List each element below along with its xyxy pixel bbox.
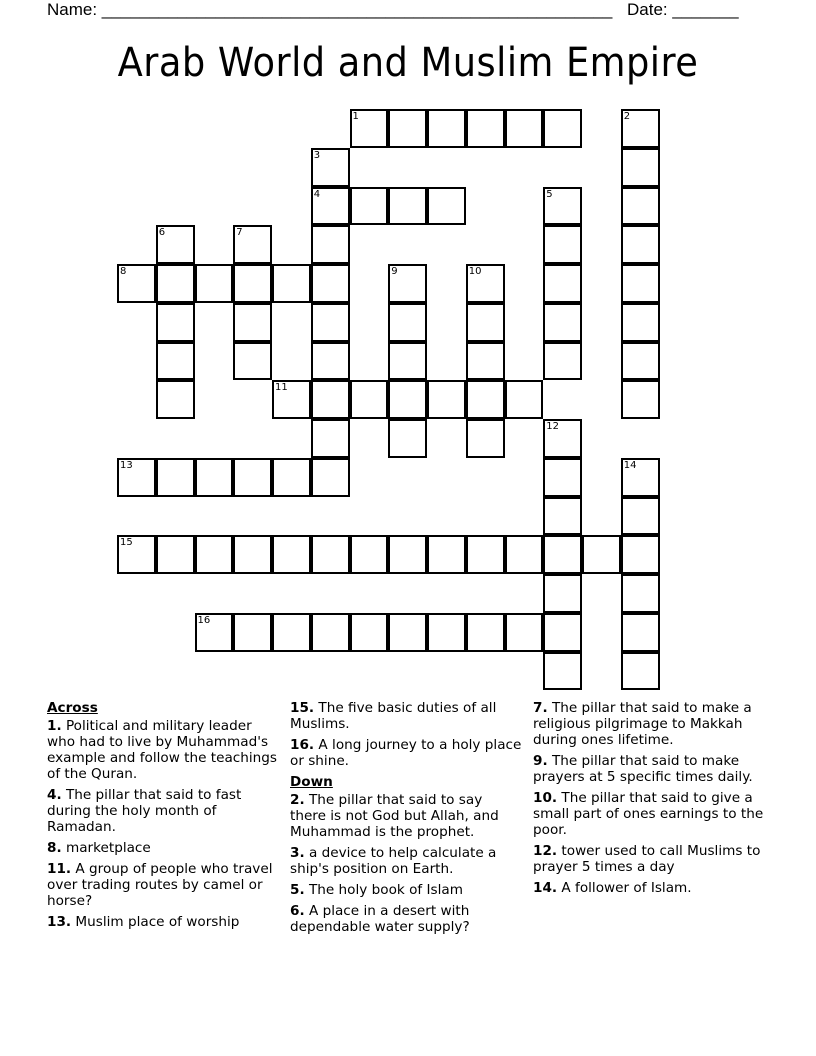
clue-number: 16. bbox=[290, 737, 315, 753]
clue-number: 16 bbox=[197, 614, 211, 626]
grid-cell[interactable] bbox=[427, 613, 466, 652]
clue-text: The five basic duties of all Muslims. bbox=[290, 700, 497, 732]
clue-number: 4. bbox=[47, 787, 62, 803]
clue-number: 2. bbox=[290, 792, 305, 808]
grid-cell[interactable] bbox=[388, 342, 427, 381]
grid-cell[interactable] bbox=[466, 264, 505, 303]
down-clue bbox=[533, 843, 768, 875]
clue-number: 3. bbox=[290, 845, 305, 861]
grid-cell[interactable] bbox=[350, 613, 389, 652]
clue-number: 9. bbox=[533, 753, 548, 769]
grid-cell[interactable] bbox=[233, 264, 272, 303]
across-clue bbox=[47, 840, 279, 856]
grid-cell[interactable] bbox=[350, 109, 389, 148]
grid-cell[interactable] bbox=[388, 380, 427, 419]
clue-text: A group of people who travel over trading routes by camel or horse? bbox=[47, 861, 273, 909]
grid-cell[interactable] bbox=[117, 535, 156, 574]
grid-cell[interactable] bbox=[543, 497, 582, 536]
grid-cell[interactable] bbox=[427, 187, 466, 226]
clue-number: 12. bbox=[533, 843, 558, 859]
grid-cell[interactable] bbox=[466, 613, 505, 652]
grid-cell[interactable] bbox=[350, 187, 389, 226]
clue-text: tower used to call Muslims to prayer 5 times a day bbox=[533, 843, 761, 875]
grid-cell[interactable] bbox=[117, 458, 156, 497]
down-clue bbox=[290, 882, 522, 898]
clues-column-1 bbox=[47, 700, 279, 935]
grid-cell[interactable] bbox=[311, 419, 350, 458]
grid-cell[interactable] bbox=[195, 535, 234, 574]
clue-number: 6. bbox=[290, 903, 305, 919]
clue-number: 11 bbox=[275, 382, 288, 394]
clue-text: A follower of Islam. bbox=[561, 880, 692, 896]
grid-cell[interactable] bbox=[156, 264, 195, 303]
date-field[interactable]: Date: _______ bbox=[627, 0, 739, 19]
clue-number: 10. bbox=[533, 790, 558, 806]
clue-number: 2 bbox=[623, 111, 631, 122]
grid-cell[interactable] bbox=[543, 342, 582, 381]
across-clue bbox=[47, 787, 279, 835]
grid-cell[interactable] bbox=[117, 264, 156, 303]
clue-number: 11. bbox=[47, 861, 72, 877]
down-clue bbox=[533, 700, 768, 748]
clue-text: Political and military leader who had to live by Muhammad's example and follow the teachings of the Quran. bbox=[47, 718, 277, 782]
grid-cell[interactable] bbox=[311, 148, 350, 187]
grid-cell[interactable] bbox=[543, 458, 582, 497]
grid-cell[interactable] bbox=[156, 303, 195, 342]
grid-cell[interactable] bbox=[311, 264, 350, 303]
down-clue bbox=[533, 790, 768, 838]
grid-cell[interactable] bbox=[311, 303, 350, 342]
clue-number: 8. bbox=[47, 840, 62, 856]
clue-number: 3 bbox=[313, 149, 321, 161]
grid-cell[interactable] bbox=[543, 535, 582, 574]
grid-cell[interactable] bbox=[505, 109, 544, 148]
down-clue bbox=[533, 753, 768, 785]
grid-cell[interactable] bbox=[543, 303, 582, 342]
clue-text: Muslim place of worship bbox=[75, 914, 240, 930]
grid-cell[interactable] bbox=[311, 458, 350, 497]
grid-cell[interactable] bbox=[233, 225, 272, 264]
clue-text: a device to help calculate a ship's position on Earth. bbox=[290, 845, 497, 877]
clue-number: 13 bbox=[120, 459, 133, 471]
down-clue bbox=[290, 845, 522, 877]
grid-cell[interactable] bbox=[543, 264, 582, 303]
clues-column-3 bbox=[533, 700, 768, 901]
grid-cell[interactable] bbox=[156, 225, 195, 264]
clue-text: The pillar that said to fast during the holy month of Ramadan. bbox=[47, 787, 242, 835]
grid-cell[interactable] bbox=[350, 380, 389, 419]
grid-cell[interactable] bbox=[311, 613, 350, 652]
clue-number: 4 bbox=[313, 188, 321, 200]
clue-text: A long journey to a holy place or shine. bbox=[290, 737, 522, 769]
clue-number: 9 bbox=[391, 266, 398, 277]
grid-cell[interactable] bbox=[543, 109, 582, 148]
grid-cell[interactable] bbox=[233, 535, 272, 574]
grid-cell[interactable] bbox=[621, 497, 660, 536]
grid-cell[interactable] bbox=[388, 419, 427, 458]
clue-number: 15. bbox=[290, 700, 315, 716]
grid-cell[interactable] bbox=[156, 342, 195, 381]
grid-cell[interactable] bbox=[466, 109, 505, 148]
grid-cell[interactable] bbox=[543, 187, 582, 226]
across-clue bbox=[47, 718, 279, 782]
grid-cell[interactable] bbox=[388, 187, 427, 226]
grid-cell[interactable] bbox=[272, 380, 311, 419]
grid-cell[interactable] bbox=[311, 380, 350, 419]
clue-number: 7 bbox=[236, 227, 243, 239]
grid-cell[interactable] bbox=[272, 613, 311, 652]
grid-cell[interactable] bbox=[388, 264, 427, 303]
grid-cell[interactable] bbox=[233, 458, 272, 497]
grid-cell[interactable] bbox=[311, 535, 350, 574]
clue-number: 5. bbox=[290, 882, 305, 898]
grid-cell[interactable] bbox=[621, 264, 660, 303]
clue-text: The pillar that said to make a religious pilgrimage to Makkah during ones lifetime. bbox=[533, 700, 752, 748]
clue-text: The holy book of Islam bbox=[308, 882, 463, 898]
grid-cell[interactable] bbox=[156, 458, 195, 497]
grid-cell[interactable] bbox=[543, 574, 582, 613]
grid-cell[interactable] bbox=[543, 225, 582, 264]
clue-number: 14. bbox=[533, 880, 558, 896]
clue-number: 12 bbox=[546, 421, 559, 432]
clues-column-2 bbox=[290, 700, 522, 940]
grid-cell[interactable] bbox=[233, 342, 272, 381]
grid-cell[interactable] bbox=[505, 535, 544, 574]
across-heading: Across bbox=[47, 700, 98, 716]
grid-cell[interactable] bbox=[621, 303, 660, 342]
clue-number: 8 bbox=[120, 266, 127, 277]
grid-cell[interactable] bbox=[621, 187, 660, 226]
clue-number: 1 bbox=[352, 111, 359, 122]
grid-cell[interactable] bbox=[427, 380, 466, 419]
grid-cell[interactable] bbox=[621, 225, 660, 264]
grid-cell[interactable] bbox=[466, 303, 505, 342]
grid-cell[interactable] bbox=[233, 303, 272, 342]
clue-number: 7. bbox=[533, 700, 548, 716]
down-clue bbox=[290, 903, 522, 935]
grid-cell[interactable] bbox=[621, 574, 660, 613]
clue-number: 15 bbox=[120, 537, 133, 549]
grid-cell[interactable] bbox=[311, 187, 350, 226]
grid-cell[interactable] bbox=[505, 613, 544, 652]
grid-cell[interactable] bbox=[427, 109, 466, 148]
grid-cell[interactable] bbox=[621, 109, 660, 148]
grid-cell[interactable] bbox=[233, 613, 272, 652]
page-title: Arab World and Muslim Empire bbox=[117, 40, 699, 86]
grid-cell[interactable] bbox=[195, 264, 234, 303]
grid-cell[interactable] bbox=[156, 535, 195, 574]
grid-cell[interactable] bbox=[466, 342, 505, 381]
clue-text: marketplace bbox=[65, 840, 151, 856]
clue-number: 10 bbox=[468, 266, 482, 277]
grid-cell[interactable] bbox=[621, 535, 660, 574]
grid-cell[interactable] bbox=[427, 535, 466, 574]
grid-cell[interactable] bbox=[466, 535, 505, 574]
grid-cell[interactable] bbox=[582, 535, 621, 574]
grid-cell[interactable] bbox=[505, 380, 544, 419]
grid-cell[interactable] bbox=[466, 380, 505, 419]
down-heading: Down bbox=[290, 774, 333, 790]
clue-text: The pillar that said to make prayers at 5 specific times daily. bbox=[533, 753, 753, 785]
grid-cell[interactable] bbox=[621, 652, 660, 691]
clue-number: 13. bbox=[47, 914, 72, 930]
grid-cell[interactable] bbox=[272, 264, 311, 303]
clue-text: A place in a desert with dependable water supply? bbox=[290, 903, 470, 935]
grid-cell[interactable] bbox=[272, 535, 311, 574]
clue-number: 5 bbox=[546, 188, 553, 200]
grid-cell[interactable] bbox=[311, 225, 350, 264]
grid-cell[interactable] bbox=[621, 148, 660, 187]
across-clue bbox=[47, 861, 279, 909]
grid-cell[interactable] bbox=[543, 652, 582, 691]
grid-cell[interactable] bbox=[350, 535, 389, 574]
clue-text: The pillar that said to say there is not God but Allah, and Muhammad is the prophet. bbox=[290, 792, 499, 840]
down-clue bbox=[533, 880, 768, 896]
grid-cell[interactable] bbox=[466, 419, 505, 458]
clue-text: The pillar that said to give a small part of ones earnings to the poor. bbox=[533, 790, 764, 838]
grid-cell[interactable] bbox=[621, 458, 660, 497]
grid-cell[interactable] bbox=[388, 535, 427, 574]
grid-cell[interactable] bbox=[272, 458, 311, 497]
across-clue bbox=[47, 914, 279, 930]
grid-cell[interactable] bbox=[311, 342, 350, 381]
grid-cell[interactable] bbox=[543, 613, 582, 652]
down-clue bbox=[290, 792, 522, 840]
grid-cell[interactable] bbox=[156, 380, 195, 419]
name-field[interactable]: Name: ______________________________________________________ bbox=[47, 0, 613, 19]
across-clue bbox=[290, 737, 522, 769]
clue-number: 1. bbox=[47, 718, 62, 734]
across-clue bbox=[290, 700, 522, 732]
grid-cell[interactable] bbox=[621, 380, 660, 419]
clue-number: 14 bbox=[623, 459, 637, 471]
grid-cell[interactable] bbox=[195, 613, 234, 652]
grid-cell[interactable] bbox=[621, 342, 660, 381]
clue-number: 6 bbox=[158, 227, 166, 239]
grid-cell[interactable] bbox=[388, 303, 427, 342]
grid-cell[interactable] bbox=[388, 109, 427, 148]
grid-cell[interactable] bbox=[388, 613, 427, 652]
grid-cell[interactable] bbox=[543, 419, 582, 458]
grid-cell[interactable] bbox=[621, 613, 660, 652]
grid-cell[interactable] bbox=[195, 458, 234, 497]
